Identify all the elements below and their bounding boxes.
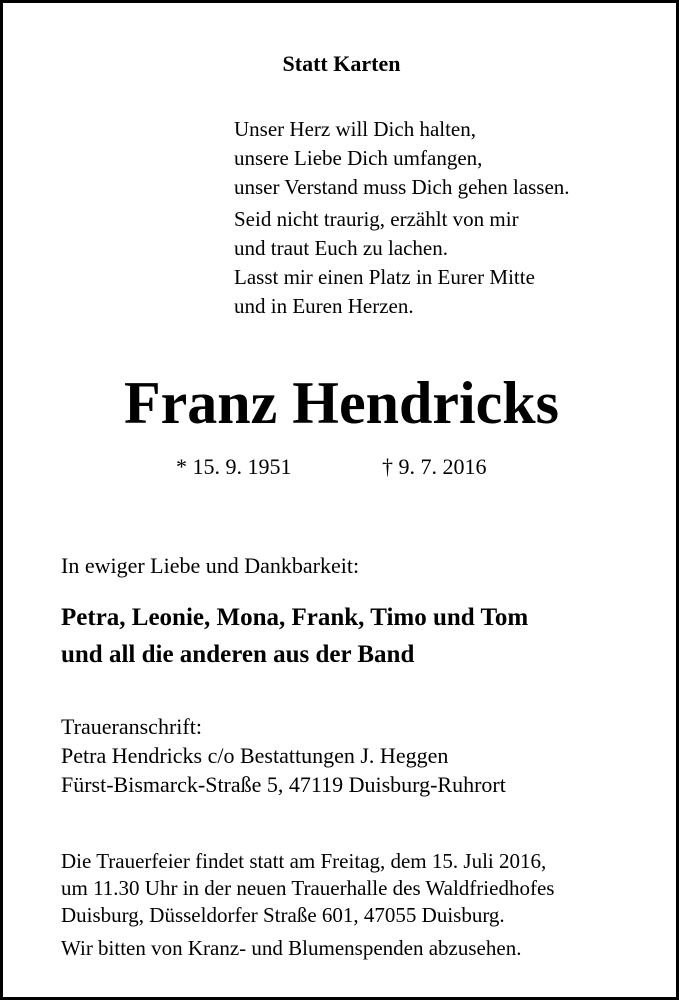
funeral-service-info [61, 848, 671, 929]
service-line: um 11.30 Uhr in der neuen Trauerhalle des Waldfriedhofes [61, 876, 555, 900]
address-line: Petra Hendricks c/o Bestattungen J. Heggen [61, 743, 449, 768]
poem-line: Seid nicht traurig, erzählt von mir [234, 207, 519, 231]
address-line: Fürst-Bismarck-Straße 5, 47119 Duisburg-Ruhrort [61, 772, 506, 797]
request-text: Wir bitten von Kranz- und Blumenspenden abzusehen. [61, 936, 522, 960]
thanks-text: In ewiger Liebe und Dankbarkeit: [61, 553, 360, 578]
poem-line: Lasst mir einen Platz in Eurer Mitte [234, 265, 535, 289]
service-line: Die Trauerfeier findet statt am Freitag, dem 15. Juli 2016, [61, 849, 547, 873]
flower-request [61, 935, 671, 962]
service-line: Duisburg, Düsseldorfer Straße 601, 47055 Duisburg. [61, 903, 505, 927]
poem-line: unsere Liebe Dich umfangen, [234, 146, 483, 170]
poem-line: Unser Herz will Dich halten, [234, 117, 477, 141]
poem-line: und in Euren Herzen. [234, 294, 414, 318]
birth-date: * 15. 9. 1951 [176, 454, 292, 479]
family-line: und all die anderen aus der Band [61, 641, 415, 668]
poem-line: und traut Euch zu lachen. [234, 236, 448, 260]
thanks-line [61, 552, 671, 580]
poem-stanza-1 [234, 115, 674, 202]
family-line: Petra, Leonie, Mona, Frank, Timo und Tom [61, 604, 529, 631]
mourning-address [61, 712, 671, 799]
notice-header: Statt Karten [282, 51, 401, 76]
deceased-name: Franz Hendricks [124, 370, 559, 436]
death-date: † 9. 7. 2016 [382, 454, 487, 479]
poem-line: unser Verstand muss Dich gehen lassen. [234, 175, 570, 199]
family-names [61, 599, 671, 673]
address-label: Traueranschrift: [61, 714, 202, 739]
poem-stanza-2 [234, 205, 674, 321]
